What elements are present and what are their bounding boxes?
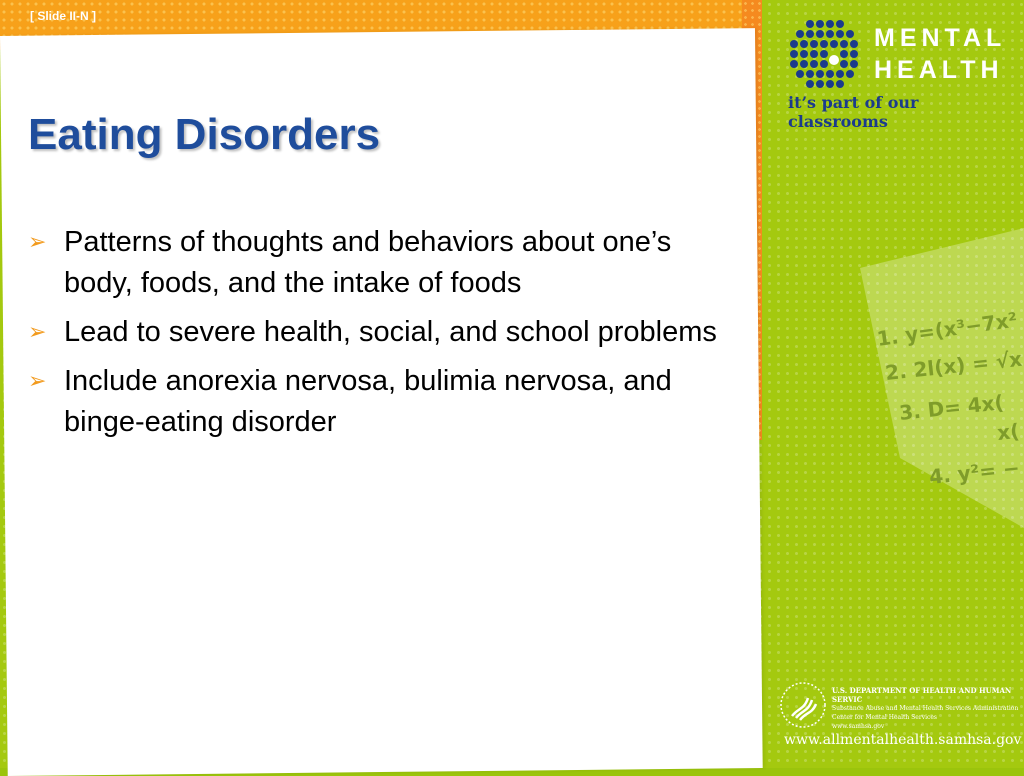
samhsa-agency: Substance Abuse and Mental Health Services Administration — [832, 705, 1019, 712]
mental-health-logo — [788, 18, 1018, 131]
bullet-text: Lead to severe health, social, and school problems — [64, 316, 717, 348]
arrow-right-icon: ➢ — [28, 368, 47, 393]
arrow-right-icon: ➢ — [28, 229, 47, 254]
bullet-item — [28, 312, 728, 353]
hhs-seal-icon — [778, 680, 828, 730]
chalkboard-math-decoration — [840, 228, 1024, 528]
website-link[interactable]: www.allmentalhealth.samhsa.gov — [784, 732, 1022, 748]
slide-title: Eating Disorders — [28, 110, 381, 159]
logo-word-mental: MENTAL — [874, 24, 1007, 52]
bullet-text: Include anorexia nervosa, bulimia nervosa, and binge-eating disorder — [64, 365, 672, 438]
math-line: 4. y²= − — [928, 455, 1021, 489]
logo-word-health: HEALTH — [874, 56, 1004, 84]
bullet-list — [28, 222, 728, 451]
hhs-department: U.S. DEPARTMENT OF HEALTH AND HUMAN SERVIC — [832, 686, 1012, 704]
arrow-right-icon: ➢ — [28, 319, 47, 344]
bullet-text: Patterns of thoughts and behaviors about one’s body, foods, and the intake of foods — [64, 226, 672, 299]
samhsa-url: www.samhsa.gov — [832, 723, 885, 730]
bullet-item — [28, 222, 728, 304]
cmhs-center: Center for Mental Health Services — [832, 714, 938, 721]
hhs-credit — [832, 686, 1022, 731]
math-line: 3. D= 4x( — [898, 390, 1005, 425]
math-line: 1. y=(x³−7x² — [875, 307, 1019, 351]
math-line: x( — [996, 418, 1021, 445]
math-line: 2. 2l(x) = √x — [884, 346, 1024, 385]
bullet-item — [28, 361, 728, 443]
logo-tagline: it’s part of our classrooms — [788, 93, 919, 131]
dot-globe-icon — [788, 18, 864, 94]
slide-number-tag: [ Slide II-N ] — [30, 9, 96, 23]
